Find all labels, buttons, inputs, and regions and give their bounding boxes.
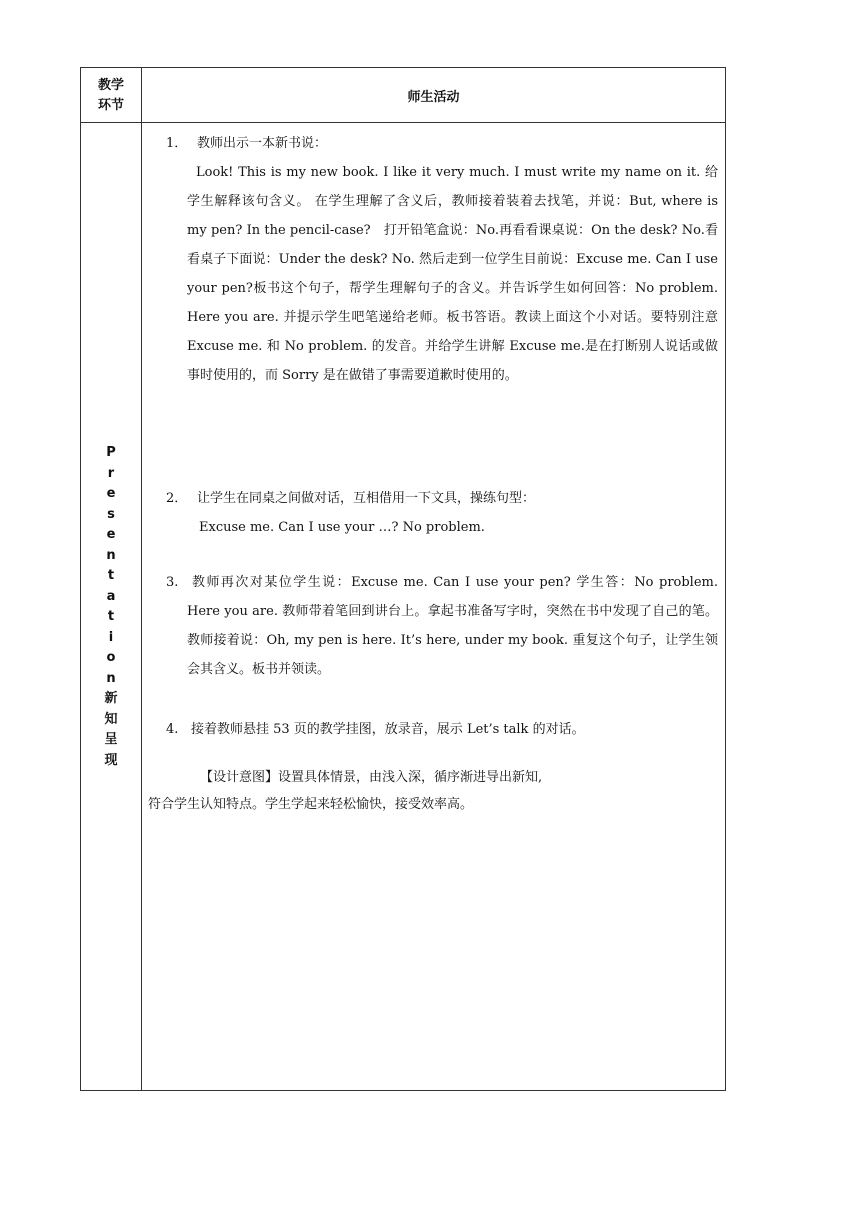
activity-item-2	[142, 484, 718, 542]
header-teaching-stage-line2: 环节	[97, 97, 124, 113]
design-intent	[148, 764, 705, 818]
section-label-presentation	[81, 123, 141, 1091]
section-label-char: P	[106, 445, 116, 460]
section-label-char: n	[106, 547, 116, 563]
section-label-char: o	[106, 650, 116, 665]
section-label-char: 呈	[104, 732, 118, 747]
activity-text-4: 接着教师悬挂 53 页的教学挂图，放录音，展示 Let’s talk 的对话。	[191, 722, 585, 737]
design-intent-line2: 符合学生认知特点。学生学起来轻松愉快，接受效率高。	[148, 797, 474, 812]
activity-text-1: 教师出示一本新书说：	[197, 136, 328, 151]
table-header-row	[81, 68, 725, 123]
activity-text-2: 让学生在同桌之间做对话，互相借用一下文具，操练句型：	[197, 491, 536, 506]
section-label-char: t	[107, 568, 115, 583]
header-teaching-stage	[81, 68, 141, 123]
activity-number-2: 2．	[166, 491, 188, 506]
activity-number-1: 1．	[166, 136, 188, 151]
activity-body-1: Look! This is my new book. I like it very much. I must write my name on it. 给学生解释该句含义。 在学生理解了含义后，教师接着装着去找笔，并说：But, where is my pen? In the pencil-case? 打开铅笔盒说：No.再看看课桌说：On the desk? No.看看桌子下面说：Under the desk? No. 然后走到一位学生目前说：Excuse me. Can I use your pen?板书这个句子，帮学生理解句子的含义。并告诉学生如何回答：No problem. Here you are. 并提示学生吧笔递给老师。板书答语。教读上面这个小对话。要特别注意 Excuse me. 和 No problem. 的发音。并给学生讲解 Excuse me.是在打断别人说话或做事时使用的，而 Sorry 是在做错了事需要道歉时使用的。	[187, 165, 718, 383]
activity-item-1	[142, 129, 718, 390]
activity-text-3: 教师再次对某位学生说：Excuse me. Can I use your pen? 学生答：No problem. Here you are. 教师带着笔回到讲台上。拿起书准备写字时，突然在书中发现了自己的笔。教师接着说：Oh, my pen is here. It’s here, under my book. 重复这个句子，让学生领会其含义。板书并领读。	[187, 575, 718, 677]
section-label-char: a	[106, 588, 116, 604]
section-label-char: 现	[104, 752, 118, 768]
activity-number-4: 4.	[166, 722, 179, 737]
activity-body-2: Excuse me. Can I use your …? No problem.	[199, 520, 485, 535]
activity-number-3: 3.	[166, 575, 179, 590]
section-label-char: t	[107, 609, 115, 624]
section-label-char: i	[108, 629, 114, 645]
header-activities: 师生活动	[407, 90, 460, 105]
section-label-char: e	[106, 527, 116, 542]
activity-item-3	[142, 568, 718, 684]
header-teaching-stage-line1: 教学	[97, 77, 124, 93]
design-intent-line1: 【设计意图】设置具体情景，由浅入深，循序渐进导出新知,	[200, 770, 543, 785]
section-label-char: s	[107, 506, 115, 522]
activities-content	[142, 123, 725, 1090]
activity-item-4	[142, 715, 718, 744]
section-label-char: 新	[104, 691, 118, 706]
lesson-table	[80, 67, 726, 1091]
section-label-char: 知	[104, 711, 118, 727]
section-label-char: e	[106, 486, 116, 501]
section-label-char: r	[107, 465, 115, 481]
section-label-char: n	[106, 670, 116, 686]
